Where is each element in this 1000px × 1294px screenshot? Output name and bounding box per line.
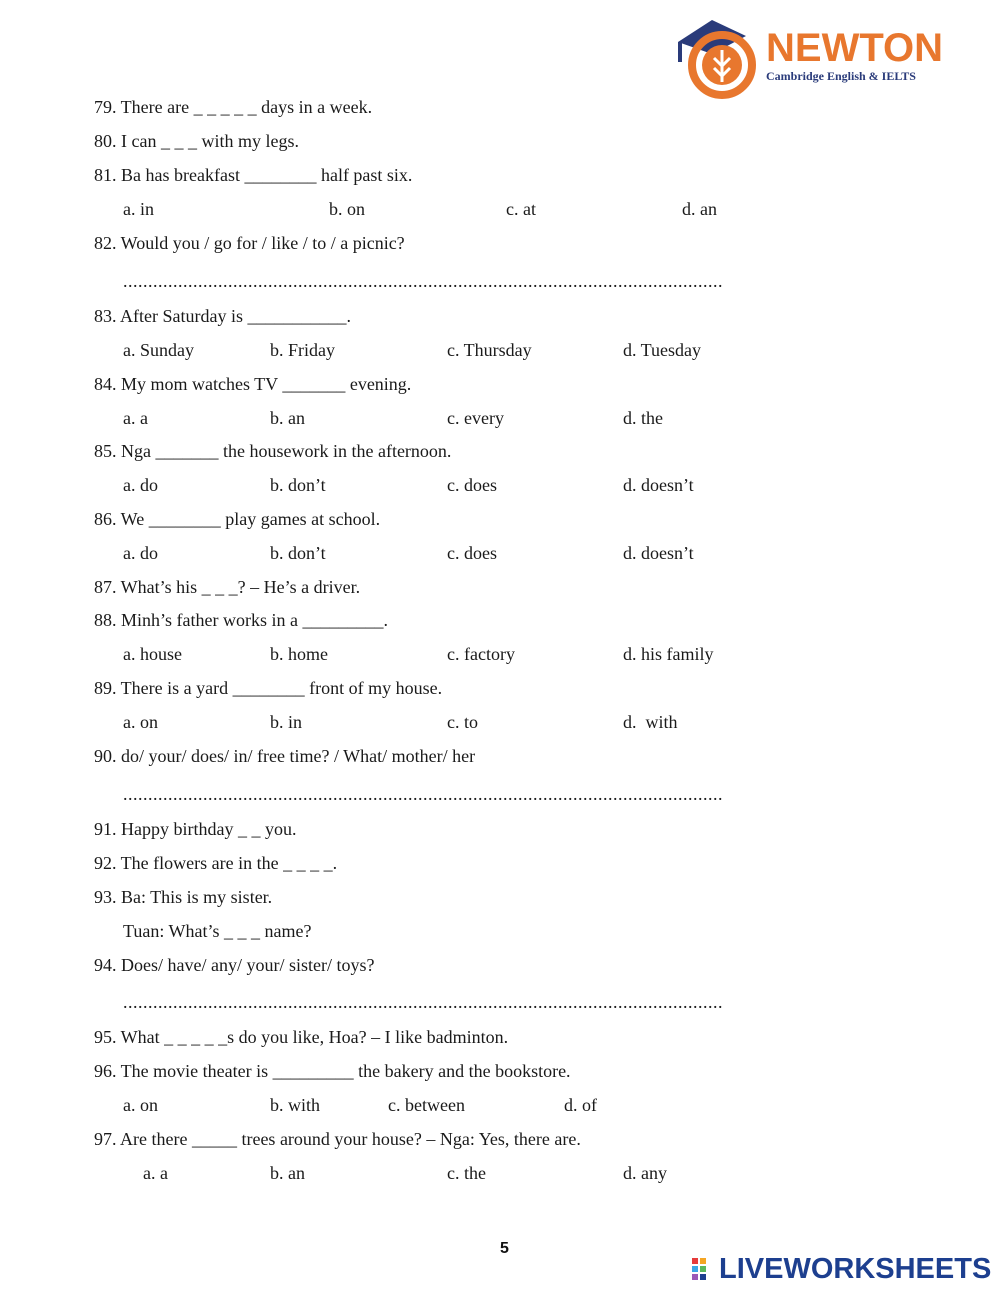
question-93: 93. Ba: This is my sister. xyxy=(94,887,273,907)
option-b[interactable]: b. don’t xyxy=(270,543,326,563)
question-79: 79. There are _ _ _ _ _ days in a week. xyxy=(94,97,373,117)
question-87: 87. What’s his _ _ _? – He’s a driver. xyxy=(94,577,361,597)
answer-line-90[interactable]: ........................................................................................................................ xyxy=(123,784,723,804)
option-c[interactable]: c. every xyxy=(447,408,504,428)
option-c[interactable]: c. between xyxy=(388,1095,465,1115)
option-d[interactable]: d. Tuesday xyxy=(623,340,702,360)
option-a[interactable]: a. on xyxy=(123,1095,158,1115)
question-85: 85. Nga _______ the housework in the afternoon. xyxy=(94,441,452,461)
answer-line-82[interactable]: ........................................................................................................................ xyxy=(123,271,723,291)
brand-name: NEWTON xyxy=(766,26,944,70)
liveworksheets-watermark: LIVEWORKSHEETS xyxy=(719,1253,992,1285)
question-91: 91. Happy birthday _ _ you. xyxy=(94,819,297,839)
option-d[interactable]: d. the xyxy=(623,408,663,428)
option-b[interactable]: b. on xyxy=(329,199,365,219)
option-b[interactable]: b. an xyxy=(270,408,305,428)
option-b[interactable]: b. don’t xyxy=(270,475,326,495)
option-c[interactable]: c. the xyxy=(447,1163,486,1183)
option-c[interactable]: c. at xyxy=(506,199,536,219)
option-a[interactable]: a. in xyxy=(123,199,154,219)
brand-tagline: Cambridge English & IELTS xyxy=(766,69,916,83)
question-86: 86. We ________ play games at school. xyxy=(94,509,381,529)
option-c[interactable]: c. to xyxy=(447,712,478,732)
question-81: 81. Ba has breakfast ________ half past six. xyxy=(94,165,413,185)
question-82: 82. Would you / go for / like / to / a picnic? xyxy=(94,233,405,253)
option-b[interactable]: b. an xyxy=(270,1163,305,1183)
option-b[interactable]: b. home xyxy=(270,644,328,664)
option-c[interactable]: c. Thursday xyxy=(447,340,532,360)
page-number: 5 xyxy=(500,1240,509,1257)
option-b[interactable]: b. Friday xyxy=(270,340,335,360)
question-90: 90. do/ your/ does/ in/ free time? / What/ mother/ her xyxy=(94,746,476,766)
question-94: 94. Does/ have/ any/ your/ sister/ toys? xyxy=(94,955,375,975)
liveworksheets-logo-icon xyxy=(692,1258,714,1282)
question-93-continuation: Tuan: What’s _ _ _ name? xyxy=(123,921,312,941)
question-80: 80. I can _ _ _ with my legs. xyxy=(94,131,299,151)
option-b[interactable]: b. with xyxy=(270,1095,321,1115)
question-83: 83. After Saturday is ___________. xyxy=(94,306,351,326)
option-d[interactable]: d. of xyxy=(564,1095,597,1115)
question-89: 89. There is a yard ________ front of my house. xyxy=(94,678,443,698)
option-a[interactable]: a. a xyxy=(143,1163,168,1183)
option-a[interactable]: a. on xyxy=(123,712,158,732)
graduation-cap-logo-icon xyxy=(672,10,772,100)
answer-line-94[interactable]: ........................................................................................................................ xyxy=(123,992,723,1012)
question-88: 88. Minh’s father works in a _________. xyxy=(94,610,388,630)
option-d[interactable]: d. doesn’t xyxy=(623,543,694,563)
option-c[interactable]: c. does xyxy=(447,475,497,495)
question-97: 97. Are there _____ trees around your house? – Nga: Yes, there are. xyxy=(94,1129,581,1149)
option-d[interactable]: d. doesn’t xyxy=(623,475,694,495)
question-95: 95. What _ _ _ _ _s do you like, Hoa? – I like badminton. xyxy=(94,1027,509,1047)
option-a[interactable]: a. do xyxy=(123,543,158,563)
option-c[interactable]: c. factory xyxy=(447,644,515,664)
option-a[interactable]: a. Sunday xyxy=(123,340,194,360)
option-a[interactable]: a. a xyxy=(123,408,148,428)
option-a[interactable]: a. house xyxy=(123,644,182,664)
option-b[interactable]: b. in xyxy=(270,712,303,732)
option-d[interactable]: d. an xyxy=(682,199,717,219)
question-96: 96. The movie theater is _________ the bakery and the bookstore. xyxy=(94,1061,571,1081)
option-d[interactable]: d. his family xyxy=(623,644,714,664)
option-d[interactable]: d. any xyxy=(623,1163,667,1183)
question-84: 84. My mom watches TV _______ evening. xyxy=(94,374,412,394)
question-92: 92. The flowers are in the _ _ _ _. xyxy=(94,853,338,873)
option-d[interactable]: d. with xyxy=(623,712,678,732)
option-c[interactable]: c. does xyxy=(447,543,497,563)
option-a[interactable]: a. do xyxy=(123,475,158,495)
